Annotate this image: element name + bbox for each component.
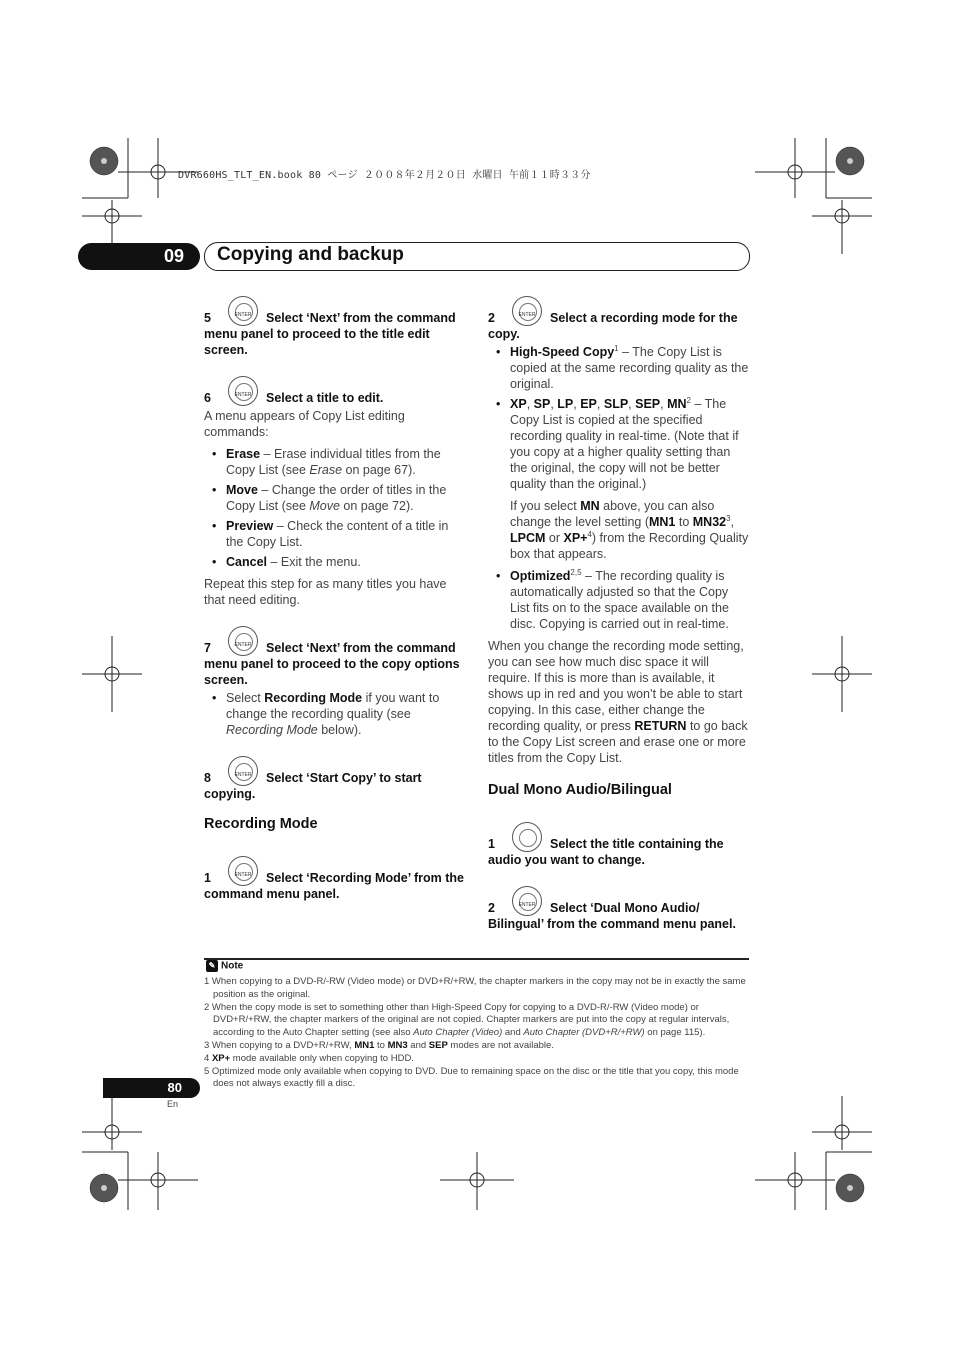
return-key: RETURN [634,719,687,733]
item-desc: – The recording quality is automatically adjusted so that the Copy List fits on to the space available on the disc. Copying is carried out in real-time. [510,569,729,631]
item-desc: on page 72). [339,499,414,513]
text: to [675,515,693,529]
paragraph: A menu appears of Copy List editing commands: [204,409,405,439]
step-number: 5 [204,311,211,325]
item-term: High-Speed Copy [510,345,615,359]
step-7 [204,626,466,688]
footnotes [204,976,749,1091]
mode-mn: MN [580,499,600,513]
list-item [212,446,466,478]
text: below). [317,723,362,737]
text: 4 [204,1052,212,1064]
right-column [488,296,750,950]
step-5 [204,296,466,358]
chapter-title-box [204,242,750,271]
mode: SEP [428,1039,448,1051]
list-item [212,690,466,738]
mode-sp: SP [533,397,551,411]
footnote-ref: 4 [587,529,592,539]
item-term: Recording Mode [264,691,363,705]
text: , [730,515,735,529]
text: 3 When copying to a DVD+R/+RW, [204,1039,355,1051]
mode-mn: MN [667,397,687,411]
item-desc: – The Copy List is copied at the specified recording quality in real-time. (Note that if you copy at a higher quality setting than the original, the copy will not be better quality than the original.) [510,397,739,491]
step-number: 1 [488,837,495,851]
footnote-1: 1 When copying to a DVD-R/-RW (Video mode) or DVD+R/+RW, the chapter markers in the copy may not be in exactly the same position as the original. [204,976,746,1000]
list-item [212,482,466,514]
mode-mn1: MN1 [648,515,676,529]
item-term: Erase [226,447,261,461]
text: above, you can also change the level setting ( [510,499,715,529]
text: 2 When the copy mode is set to something other than High-Speed Copy for copying to a DVD-R/-RW (Video mode) or DVD+R/+RW, the chapter markers of the original are not copied. Chapter markers are put into the copy at regular intervals, according to the Auto Chapter setting (see also [204,1001,730,1039]
item-desc: – Exit the menu. [267,555,361,569]
chapter-badge [78,243,200,270]
step-number: 8 [204,771,211,785]
footnote-ref: 1 [614,343,619,353]
mode-lp: LP [557,397,574,411]
ref: Auto Chapter (DVD+R/+RW) [523,1027,645,1039]
item-ref: Erase [309,463,343,477]
text: When you change the recording mode setting, you can see how much disc space it will require. If this is more than is available, it shows up in red and you won’t be able to start copying. In this case, either change the recording quality, or press [488,639,744,733]
item-ref: Recording Mode [226,723,318,737]
enter-button-icon [512,296,542,326]
list-item [212,554,466,570]
text: to go back to the Copy List screen and erase one or more titles from the Copy List. [488,719,748,765]
text: mode available only when copying to HDD. [230,1052,414,1064]
step-6 [204,376,466,406]
page-language: En [167,1099,179,1109]
step-text: Select a recording mode for the copy. [488,311,738,341]
list-item [496,344,750,392]
mode: MN1 [354,1039,375,1051]
mode-xp: XP [510,397,527,411]
step-text: Select ‘Dual Mono Audio/ Bilingual’ from the command menu panel. [488,901,736,931]
footnote-3 [204,1040,749,1053]
item-desc: – Check the content of a title in the Copy List. [226,519,449,549]
footnote-ref: 2,5 [570,567,582,577]
enter-button-icon [228,626,258,656]
item-desc: – The Copy List is copied at the same recording quality as the original. [510,345,749,391]
page-number-badge [103,1078,200,1098]
recording-mode-step-1 [204,856,466,902]
ref: Auto Chapter (Video) [413,1027,503,1039]
item-term: Preview [226,519,274,533]
step-text: Select ‘Recording Mode’ from the command menu panel. [204,871,464,901]
text: ) from the Recording Quality box that appears. [510,531,749,561]
page-number: 80 [167,1080,182,1095]
item-ref: Move [309,499,340,513]
step-text: Select ‘Next’ from the command menu panel to proceed to the title edit screen. [204,311,456,357]
footnote-4 [204,1053,749,1066]
list-item [496,568,750,632]
chapter-title: Copying and backup [217,244,404,265]
note-heading [206,960,243,972]
item-term: Move [226,483,258,497]
step-text: Select a title to edit. [266,391,384,405]
item-term: Cancel [226,555,267,569]
mode-lpcm: LPCM [510,531,546,545]
mode-ep: EP [580,397,597,411]
text: If you select [510,499,581,513]
text: to [374,1039,388,1051]
note-label: Note [221,960,244,972]
step-8 [204,756,466,802]
enter-button-icon [228,296,258,326]
option-list [204,690,466,738]
dual-mono-step-2 [488,886,750,932]
mode: XP+ [211,1052,231,1064]
mode-list [488,344,750,492]
enter-button-icon [512,886,542,916]
text: and [502,1027,524,1039]
enter-button-icon [228,756,258,786]
section-heading: Dual Mono Audio/Bilingual [488,782,672,798]
step-number: 1 [204,871,211,885]
text: on page 115). [644,1027,706,1039]
mode-list-2 [488,568,750,632]
step-number: 6 [204,391,211,405]
footnote-ref: 3 [726,513,731,523]
list-item: • XP, SP, LP, EP, SLP, SEP, $MN^2$ – The Copy List is copied at the specified recording quality in real-time. (Note that if you copy at a higher quality setting than the original, the copy will not be better quality than the original.) [496,396,750,492]
list-item [212,518,466,550]
step-number: 7 [204,641,211,655]
section-heading: Recording Mode [204,816,318,832]
mn-paragraph [488,498,750,562]
note-icon: ✎ [206,960,218,972]
dual-mono-step-1 [488,822,750,868]
step-text: Select the title containing the audio you want to change. [488,837,724,867]
step-text: Select ‘Next’ from the command menu panel to proceed to the copy options screen. [204,641,460,687]
text: Select [226,691,265,705]
footnote-2 [204,1002,749,1040]
text: or [545,531,564,545]
footnote-5: 5 Optimized mode only available when copying to DVD. Due to remaining space on the disc or the title that you copy, this mode does not always exactly fill a disc. [204,1065,739,1090]
paragraph: Repeat this step for as many titles you have that need editing. [204,577,447,607]
footnote-ref: 2 [686,395,691,405]
item-desc: on page 67). [342,463,416,477]
step-text: Select ‘Start Copy’ to start copying. [204,771,422,801]
item-term: Optimized [510,569,571,583]
item-desc: – Erase individual titles from the Copy List (see [226,447,441,477]
text: if you want to change the recording quality (see [226,691,440,721]
enter-button-icon [228,376,258,406]
item-desc: – Change the order of titles in the Copy List (see [226,483,447,513]
mode-mn32: MN32 [692,515,727,529]
step-number: 2 [488,311,495,325]
note-divider [204,958,749,960]
left-column [204,296,466,920]
text: and [407,1039,429,1051]
print-header: DVR660HS_TLT_EN.book 80 ページ ２００８年２月２０日 水曜日 午前１１時３３分 [178,170,591,181]
text: modes are not available. [447,1039,554,1051]
chapter-number: 09 [163,246,184,266]
mode-xp-plus: XP+ [563,531,588,545]
mode-slp: SLP [603,397,629,411]
command-list [204,446,466,570]
paragraph [488,638,750,766]
select-button-icon [512,822,542,852]
mode-sep: SEP [635,397,661,411]
step-2 [488,296,750,342]
enter-button-icon [228,856,258,886]
mode: MN3 [387,1039,408,1051]
step-number: 2 [488,901,495,915]
